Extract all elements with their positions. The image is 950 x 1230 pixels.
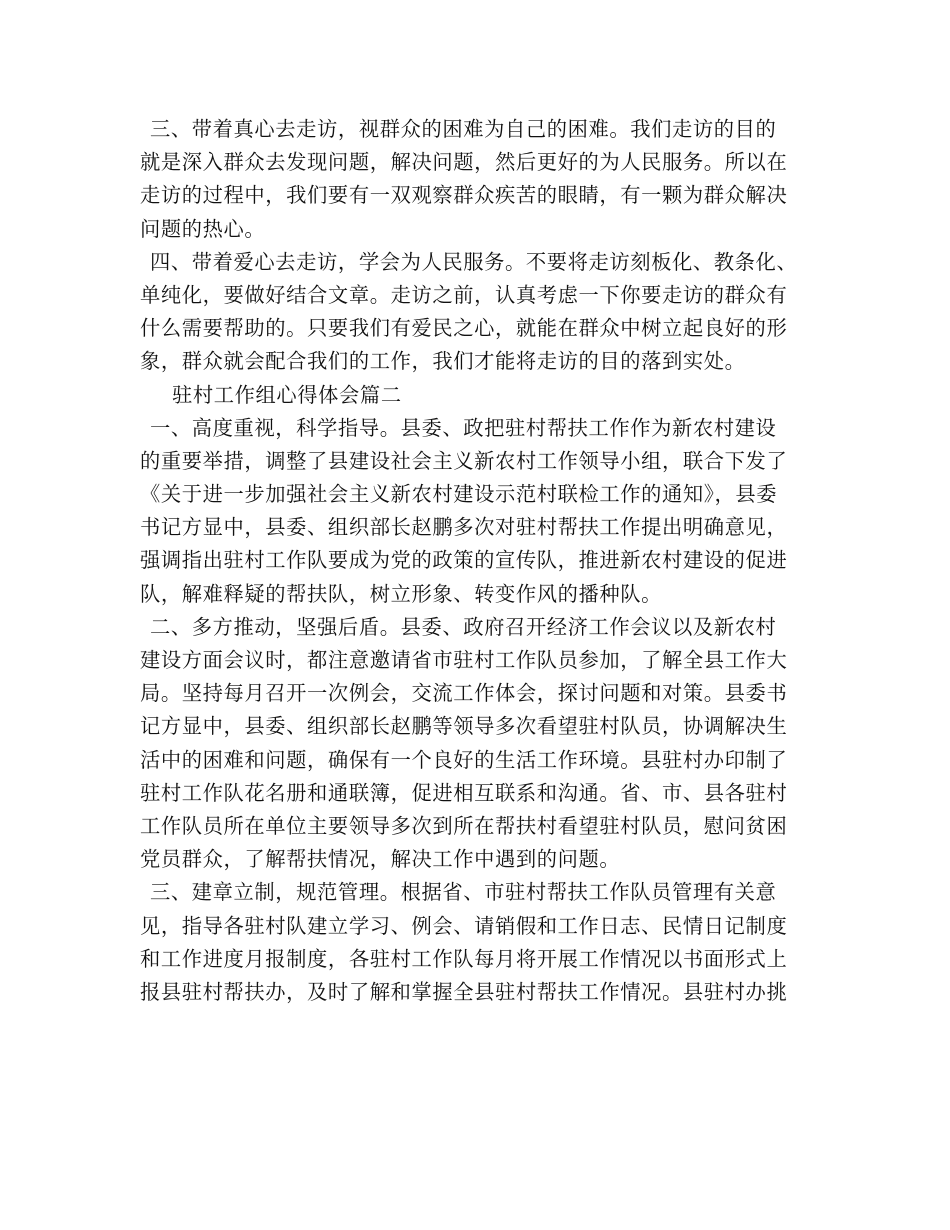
paragraph-line: 三、建章立制，规范管理。根据省、市驻村帮扶工作队员管理有关意 — [150, 880, 777, 905]
paragraph-line: 的重要举措，调整了县建设社会主义新农村工作领导小组，联合下发了 — [140, 448, 788, 473]
paragraph-line: 驻村工作队花名册和通联簿，促进相互联系和沟通。省、市、县各驻村 — [140, 780, 788, 805]
paragraph-line: 队，解难释疑的帮扶队，树立形象、转变作风的播种队。 — [140, 581, 663, 606]
paragraph-line: 工作队员所在单位主要领导多次到所在帮扶村看望驻村队员，慰问贫困 — [140, 813, 788, 838]
paragraph-line: 二、多方推动，坚强后盾。县委、政府召开经济工作会议以及新农村 — [150, 614, 777, 639]
paragraph-line: 《关于进一步加强社会主义新农村建设示范村联检工作的通知》，县委 — [140, 482, 778, 507]
document-body — [140, 113, 820, 1009]
paragraph-line: 和工作进度月报制度，各驻村工作队每月将开展工作情况以书面形式上 — [140, 946, 788, 971]
paragraph-line: 三、带着真心去走访，视群众的困难为自己的困难。我们走访的目的 — [150, 117, 777, 141]
paragraph-line: 单纯化，要做好结合文章。走访之前，认真考虑一下你要走访的群众有 — [140, 282, 788, 307]
paragraph-line: 四、带着爱心去走访，学会为人民服务。不要将走访刻板化、教条化、 — [150, 249, 798, 274]
paragraph-line: 问题的热心。 — [140, 216, 266, 241]
paragraph-line: 什么需要帮助的。只要我们有爱民之心，就能在群众中树立起良好的形 — [140, 316, 788, 341]
paragraph-line: 就是深入群众去发现问题，解决问题，然后更好的为人民服务。所以在 — [140, 150, 788, 175]
paragraph-line: 党员群众，了解帮扶情况，解决工作中遇到的问题。 — [140, 847, 621, 872]
paragraph-line: 建设方面会议时，都注意邀请省市驻村工作队员参加，了解全县工作大 — [140, 648, 788, 672]
paragraph-line: 强调指出驻村工作队要成为党的政策的宣传队，推进新农村建设的促进 — [140, 548, 788, 573]
paragraph-line: 象，群众就会配合我们的工作，我们才能将走访的目的落到实处。 — [140, 349, 746, 374]
paragraph-line: 记方显中，县委、组织部长赵鹏等领导多次看望驻村队员，协调解决生 — [140, 714, 788, 739]
section-heading: 驻村工作组心得体会篇二 — [172, 382, 402, 407]
paragraph-line: 局。坚持每月召开一次例会，交流工作体会，探讨问题和对策。县委书 — [140, 681, 788, 706]
paragraph-line: 活中的困难和问题，确保有一个良好的生活工作环境。县驻村办印制了 — [140, 747, 788, 772]
paragraph-line: 见，指导各驻村队建立学习、例会、请销假和工作日志、民情日记制度 — [140, 913, 788, 938]
paragraph-line: 一、高度重视，科学指导。县委、政把驻村帮扶工作作为新农村建设 — [150, 415, 777, 440]
paragraph-line: 走访的过程中，我们要有一双观察群众疾苦的眼睛，有一颗为群众解决 — [140, 183, 788, 208]
paragraph-line: 报县驻村帮扶办，及时了解和掌握全县驻村帮扶工作情况。县驻村办挑 — [140, 979, 788, 1004]
paragraph-line: 书记方显中，县委、组织部长赵鹏多次对驻村帮扶工作提出明确意见， — [140, 515, 788, 540]
